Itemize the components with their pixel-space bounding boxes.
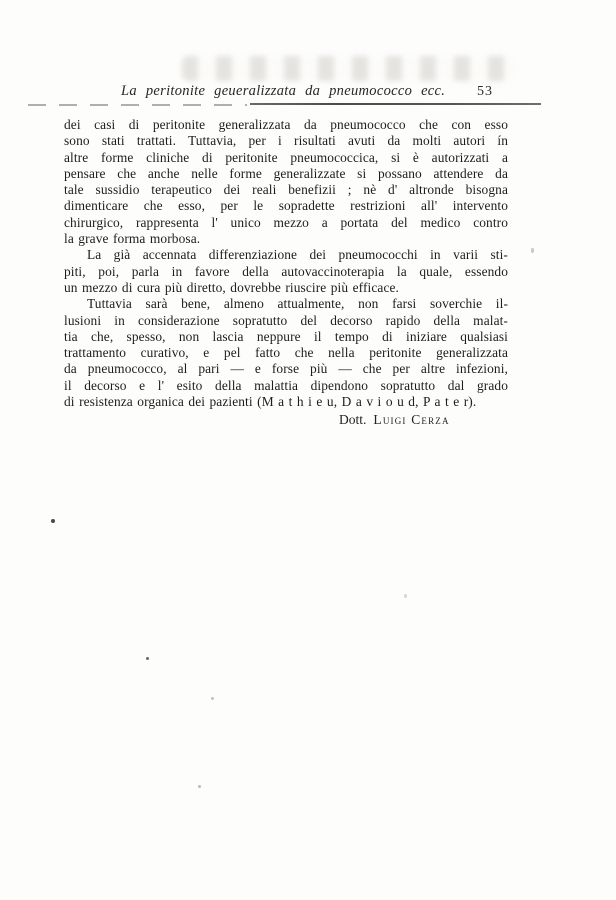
author-signature xyxy=(339,412,450,428)
ink-speck xyxy=(404,594,407,598)
ink-speck xyxy=(146,657,149,660)
header-rule-dashed-segment xyxy=(28,104,247,106)
text-line: tia che, spesso, non lascia neppure il tempo di iniziare qualsiasi xyxy=(64,328,508,344)
ink-speck xyxy=(211,697,214,700)
text-line: il decorso e l' esito della malattia dipendono sopratutto dal grado xyxy=(64,377,508,393)
text-line: altre forme cliniche di peritonite pneumococcica, si è autorizzati a xyxy=(64,149,508,165)
signature-name: Luigi Cerza xyxy=(373,412,450,427)
text-line: chirurgico, rappresenta l' unico mezzo a portata del medico contro xyxy=(64,214,508,230)
page-number: 53 xyxy=(477,84,493,99)
text-line: pensare che anche nelle forme generalizzate si possano attendere da xyxy=(64,165,508,181)
text-line: dimenticare che esso, per le sopradette restrizioni all' intervento xyxy=(64,198,508,214)
bleed-through-artifact xyxy=(182,56,517,81)
text-line: tale sussidio terapeutico dei reali benefizii ; nè d' altronde bisogna xyxy=(64,182,508,198)
running-head-title: La peritonite geueralizzata da pneumococco ecc. xyxy=(121,83,446,99)
ink-speck xyxy=(531,248,534,253)
text-line: Tuttavia sarà bene, almeno attualmente, non farsi soverchie il- xyxy=(87,296,508,312)
ink-speck xyxy=(51,519,55,523)
text-line: la grave forma morbosa. xyxy=(64,231,201,247)
text-line: di resistenza organica dei pazienti (M a t h i e u, D a v i o u d, P a t e r). xyxy=(64,394,477,410)
text-line: lusioni in considerazione sopratutto del decorso rapido della malat- xyxy=(64,312,508,328)
ink-speck xyxy=(198,785,201,788)
text-line: sono stati trattati. Tuttavia, per i risultati avuti da molti autori ín xyxy=(64,133,508,149)
text-line: trattamento curativo, e pel fatto che nella peritonite generalizzata xyxy=(64,345,508,361)
text-line: un mezzo di cura più diretto, dovrebbe riuscire più efficace. xyxy=(64,279,399,295)
text-line: piti, poi, parla in favore della autovaccinoterapia la quale, essendo xyxy=(64,263,508,279)
signature-prefix: Dott. xyxy=(339,412,367,427)
header-rule-solid-segment xyxy=(250,103,541,105)
text-line: da pneumococco, al pari — e forse più — che per altre infezioni, xyxy=(64,361,508,377)
text-line: dei casi di peritonite generalizzata da pneumococco che con esso xyxy=(64,117,508,132)
body-text xyxy=(64,117,508,410)
text-line: La già accennata differenziazione dei pneumococchi in varii sti- xyxy=(87,247,508,263)
